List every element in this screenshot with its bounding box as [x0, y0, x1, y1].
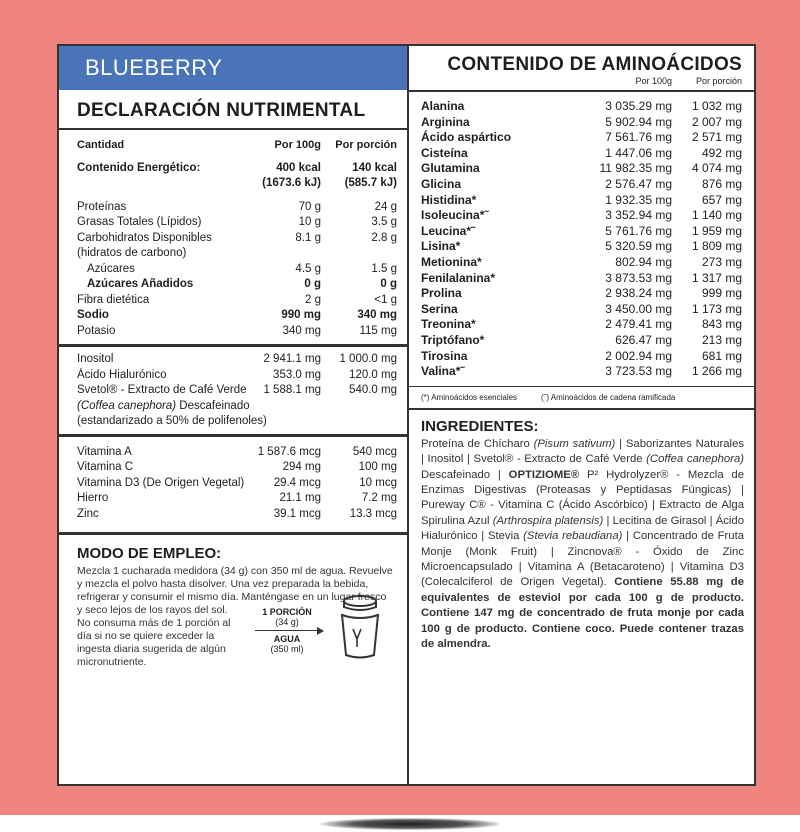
table-row: [407, 349, 754, 365]
row-label: Zinc: [77, 507, 99, 520]
row-per-serving: 1 140 mg: [691, 208, 742, 223]
row-per-serving: 1 266 mg: [691, 364, 742, 379]
table-row: [59, 231, 407, 247]
row-per100: 1 932.35 mg: [605, 192, 672, 207]
usage-title: MODO DE EMPLEO:: [77, 545, 222, 562]
row-per-serving: 1 317 mg: [691, 270, 742, 285]
usage-section: [59, 532, 407, 669]
left-column: [59, 46, 409, 784]
row-per100: 2 479.41 mg: [605, 317, 672, 332]
row-per-serving: 540.0 mg: [349, 384, 397, 396]
water-label: AGUA: [273, 634, 301, 644]
row-per-serving: 100 mg: [358, 461, 397, 473]
table-row: [407, 208, 754, 224]
table-row: [59, 460, 407, 476]
amino-footnotes: [407, 386, 754, 408]
ingredients-text: [421, 437, 744, 653]
table-row: [59, 293, 407, 309]
row-per-serving: 2 007 mg: [691, 114, 742, 129]
row-per100: 3 352.94 mg: [605, 208, 672, 223]
ingr-arthrospira: (Arthrospira platensis): [492, 514, 604, 527]
row-per-serving: 24 g: [374, 200, 397, 213]
table-row: [59, 476, 407, 492]
energy-kj-per-serving: (585.7 kJ): [344, 177, 397, 189]
row-label: Prolina: [421, 286, 462, 301]
row-per-serving: 1 032 mg: [691, 99, 742, 113]
row-per-serving: 4 074 mg: [691, 161, 742, 176]
row-label: Histidina*: [421, 192, 477, 207]
nutrition-label-panel: [57, 44, 756, 786]
row-per-serving: 2.8 g: [371, 231, 397, 244]
vitamin-rows: [59, 445, 407, 523]
table-row: [59, 308, 407, 324]
table-row: [407, 255, 754, 271]
row-label: Vitamina D3 (De Origen Vegetal): [77, 476, 245, 489]
row-per100: 3 450.00 mg: [605, 301, 672, 316]
row-label: Carbohidratos Disponibles: [77, 231, 212, 244]
ingr-stevia: (Stevia rebaudiana): [523, 530, 623, 543]
row-label: Tirosina: [421, 348, 468, 363]
ingr-part-1: Proteína de Chícharo: [421, 437, 534, 450]
other-rows: [59, 352, 407, 399]
row-per-serving: 492 mg: [701, 145, 742, 160]
table-row: [59, 215, 407, 231]
row-per100: 802.94 mg: [615, 254, 672, 269]
ingr-part-3: Descafeinado |: [421, 468, 509, 481]
row-per100: 8.1 g: [295, 231, 321, 244]
row-label: Vitamina A: [77, 445, 132, 458]
table-row: [407, 333, 754, 349]
row-per100: 1 588.1 mg: [263, 384, 321, 396]
row-per-serving: 273 mg: [701, 254, 742, 269]
table-row: [59, 352, 407, 368]
row-per100: 2 g: [305, 293, 321, 306]
ingr-part-4: P² Hydrolyzer® - Mezcla de Enzimas Digestivas (Proteasas y Peptidasas Fúngicas) | Pureway C® - Vitamina C (Ácido Ascórbico) | Extracto de Alga Spirulina Azul: [421, 468, 744, 527]
table-row: [407, 286, 754, 302]
row-per-serving: <1 g: [374, 293, 397, 306]
table-row: [407, 193, 754, 209]
row-label: Ácido aspártico: [421, 130, 512, 145]
shaker-cup-icon: [335, 593, 385, 661]
table-row: [59, 491, 407, 507]
flavor-title: BLUEBERRY: [59, 46, 407, 90]
row-label: Vitamina C: [77, 461, 134, 473]
table-row: [59, 324, 407, 340]
row-per-serving: 1 000.0 mg: [339, 353, 397, 365]
table-row: [407, 239, 754, 255]
row-per-serving: 2 571 mg: [691, 130, 742, 145]
row-per-serving: 540 mcg: [352, 445, 397, 458]
row-per100: 0 g: [304, 278, 321, 290]
table-row: [407, 99, 754, 115]
nutrition-table: [59, 130, 407, 339]
row-label: Lisina*: [421, 239, 461, 254]
nutrition-header-row: [59, 138, 407, 154]
ingr-coffea: (Coffea canephora): [646, 453, 744, 466]
row-label: Sodio: [77, 309, 109, 321]
row-label: Arginina: [421, 114, 470, 129]
col-per-serving: Por porción: [335, 139, 397, 151]
row-label: Hierro: [77, 492, 109, 504]
polyphenol-note: (estandarizado a 50% de polifenoles): [77, 415, 267, 427]
table-row: [407, 317, 754, 333]
amino-col-per-serving: Por porción: [695, 76, 742, 86]
row-per-serving: 3.5 g: [371, 216, 397, 228]
table-row: [59, 200, 407, 216]
row-per100: 294 mg: [282, 461, 321, 473]
portion-diagram: [247, 607, 327, 654]
table-row: [59, 507, 407, 523]
row-label: Proteínas: [77, 200, 127, 213]
portion-grams: (34 g): [275, 617, 299, 627]
row-per100: 70 g: [298, 200, 321, 213]
row-per-serving: 681 mg: [701, 348, 742, 363]
row-label: Treonina*: [421, 317, 476, 332]
row-label: Fibra dietética: [77, 293, 150, 306]
energy-kj-per100: (1673.6 kJ): [262, 177, 321, 189]
right-column: [407, 46, 754, 784]
branched-footnote: (˜) Aminoácidos de cadena ramificada: [541, 392, 676, 402]
row-per100: 3 723.53 mg: [605, 364, 672, 379]
ingr-part-2: | Saborizantes Naturales | Inositol | Svetol® - Extracto de Café Verde: [421, 437, 744, 466]
row-label: Inositol: [77, 353, 114, 365]
row-per100: [247, 246, 321, 262]
row-per-serving: 115 mg: [359, 324, 397, 337]
table-row: [407, 146, 754, 162]
row-label: Glutamina: [421, 161, 480, 176]
row-label: Triptófano*: [421, 332, 485, 347]
row-per-serving: 1 959 mg: [691, 223, 742, 238]
row-per-serving: 340 mg: [357, 309, 397, 321]
row-per100: 2 576.47 mg: [605, 176, 672, 191]
essential-footnote: (*) Aminoácidos esenciales: [421, 392, 518, 402]
row-per100: 626.47 mg: [615, 332, 672, 347]
row-label: Serina: [421, 301, 458, 316]
row-label: (hidratos de carbono): [77, 247, 187, 259]
row-per100: 1 447.06 mg: [605, 145, 672, 160]
amino-heading: CONTENIDO DE AMINOÁCIDOS: [447, 54, 742, 75]
table-row: [59, 246, 407, 262]
ingr-part-5: | Lecitina de Girasol | Ácido Hialurónico | Stevia: [421, 514, 744, 543]
row-per-serving: 120.0 mg: [349, 368, 397, 381]
table-row: [407, 224, 754, 240]
row-label: Isoleucina*˜: [421, 208, 489, 223]
ingr-allergen-note: Contiene 55.88 mg de equivalentes de esteviol por cada 100 g de producto. Contiene 147 mg de concentrado de fruta monje por cada 100 g de producto. Contiene coco. Puede contener trazas de almendra.: [421, 576, 744, 650]
table-row: [407, 364, 754, 380]
row-label: Alanina: [421, 99, 465, 113]
row-per100: 21.1 mg: [279, 492, 321, 504]
row-per-serving: 657 mg: [701, 192, 742, 207]
row-per100: 4.5 g: [295, 262, 321, 275]
ingredients-title: INGREDIENTES:: [421, 417, 539, 435]
row-per-serving: 213 mg: [701, 332, 742, 347]
row-per-serving: 13.3 mcg: [349, 507, 397, 520]
vitamins-table: [59, 434, 407, 527]
row-label: Grasas Totales (Lípidos): [77, 216, 202, 228]
row-per100: 2 938.24 mg: [605, 286, 672, 301]
col-per100: Por 100g: [274, 139, 321, 151]
energy-kj-row: [59, 176, 407, 192]
ingr-part-6: | Concentrado de Fruta Monje (Monk Fruit) | Zincnova® - Óxido de Zinc Microencapsulado | Vitamina A (Betacaroteno) | Vitamina D3 (Colecalciferol de Origen Vegetal).: [421, 530, 745, 589]
table-row: [407, 161, 754, 177]
energy-label: Contenido Energético:: [77, 161, 201, 174]
usage-text-1: Mezcla 1 cucharada medidora (34 g) con 350 ml de agua. Revuelve y mezcla el polvo hasta disolver. Una vez preparada la bebida, refrigerar y consumir el mismo día. Manténgase en un lugar fresco: [77, 565, 393, 603]
row-per-serving: 10 mcg: [359, 476, 397, 489]
row-label: Azúcares Añadidos: [87, 278, 194, 290]
package-shadow: [320, 818, 500, 830]
row-per100: 2 941.1 mg: [263, 353, 321, 365]
amino-rows: [407, 92, 754, 380]
energy-row: [59, 161, 407, 177]
table-row: [59, 368, 407, 384]
row-label: Azúcares: [87, 262, 135, 275]
row-per100: 29.4 mcg: [273, 476, 321, 489]
table-row: [59, 262, 407, 278]
row-label: Cisteína: [421, 145, 468, 160]
row-label: Valina*˜: [421, 364, 465, 379]
row-per100: 353.0 mg: [273, 368, 321, 381]
row-per-serving: [321, 246, 397, 262]
portion-label: 1 PORCIÓN: [262, 607, 312, 617]
row-per100: 1 587.6 mcg: [257, 445, 321, 458]
row-per100: 340 mg: [282, 324, 321, 337]
ingr-optiziome: OPTIZIOME®: [508, 468, 580, 481]
row-per100: 5 761.76 mg: [605, 223, 672, 238]
ingr-pisum: (Pisum sativum): [533, 437, 616, 450]
other-note-row: [59, 399, 407, 415]
row-per100: 2 002.94 mg: [605, 348, 672, 363]
row-per100: 39.1 mcg: [273, 507, 321, 520]
row-label: Ácido Hialurónico: [77, 368, 167, 381]
row-per-serving: 1.5 g: [371, 262, 397, 275]
row-label: Potasio: [77, 324, 116, 337]
amino-subheader: [407, 76, 754, 92]
amino-col-per100: Por 100g: [635, 76, 672, 86]
ingredients-section: [407, 408, 754, 653]
energy-per-serving: 140 kcal: [352, 161, 397, 174]
row-label: Svetol® - Extracto de Café Verde: [77, 384, 247, 396]
usage-text-2: y seco lejos de los rayos del sol. No consuma más de 1 porción al día si no se quiere exceder la ingesta diaria sugerida de algún micronutriente.: [77, 604, 231, 668]
table-row: [59, 277, 407, 293]
row-label: Metionina*: [421, 254, 482, 269]
col-quantity: Cantidad: [77, 139, 125, 151]
row-per100: 10 g: [298, 216, 321, 228]
table-row: [407, 115, 754, 131]
row-per100: 5 902.94 mg: [605, 114, 672, 129]
water-ml: (350 ml): [270, 644, 304, 654]
table-row: [407, 302, 754, 318]
table-row: [59, 383, 407, 399]
row-per-serving: 876 mg: [701, 176, 742, 191]
row-per100: 11 982.35 mg: [599, 161, 672, 176]
row-per100: 3 873.53 mg: [605, 270, 672, 285]
row-label: Glicina: [421, 176, 462, 191]
row-label: Fenilalanina*: [421, 270, 496, 285]
coffea-note: (Coffea canephora): [77, 399, 177, 412]
decaf-note: Descafeinado: [176, 399, 250, 412]
row-label: Leucina*˜: [421, 223, 476, 238]
row-per-serving: 0 g: [380, 278, 397, 290]
row-per-serving: 1 173 mg: [691, 301, 742, 316]
other-ingredients-table: [59, 344, 407, 434]
table-row: [407, 177, 754, 193]
row-per-serving: 1 809 mg: [691, 239, 742, 254]
energy-per100: 400 kcal: [276, 161, 321, 174]
other-note-row-2: [59, 414, 407, 430]
row-per100: 7 561.76 mg: [605, 130, 672, 145]
table-row: [407, 271, 754, 287]
row-per100: 5 320.59 mg: [605, 239, 672, 254]
row-per100: 3 035.29 mg: [605, 99, 672, 113]
table-row: [59, 445, 407, 461]
row-per-serving: 843 mg: [701, 317, 742, 332]
row-per100: 990 mg: [281, 309, 321, 321]
row-per-serving: 999 mg: [701, 286, 742, 301]
row-per-serving: 7.2 mg: [361, 492, 397, 504]
nutrient-rows: [59, 200, 407, 340]
arrow-icon: [255, 630, 319, 631]
nutrition-heading: DECLARACIÓN NUTRIMENTAL: [59, 90, 407, 130]
table-row: [407, 130, 754, 146]
